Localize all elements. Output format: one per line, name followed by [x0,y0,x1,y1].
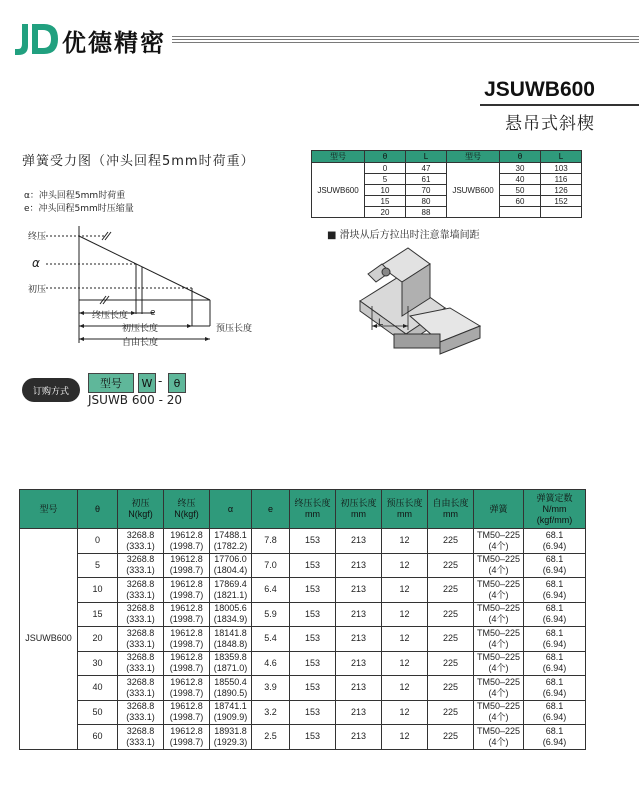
table-cell: 3.2 [252,700,290,725]
table-row [20,529,586,554]
table-cell: 68.1 (6.94) [524,651,586,676]
table-cell: 213 [336,578,382,603]
table-cell: 3268.8 (333.1) [118,725,164,750]
table-cell: 68.1 (6.94) [524,602,586,627]
table-cell: 3268.8 (333.1) [118,578,164,603]
theta-cell: 10 [365,185,406,196]
col-header: θ [365,151,406,163]
table-cell: 153 [290,676,336,701]
cam-mechanism-illustration [350,246,500,356]
table-cell: 30 [78,651,118,676]
table-cell: 2.5 [252,725,290,750]
table-row [20,725,586,750]
table-cell: 68.1 (6.94) [524,700,586,725]
table-cell: 68.1 (6.94) [524,725,586,750]
table-cell: 18550.4 (1890.5) [210,676,252,701]
table-cell: 18359.8 (1871.0) [210,651,252,676]
col-header: 型号 [447,151,500,163]
table-cell: 12 [382,553,428,578]
table-cell: 153 [290,602,336,627]
table-cell: 19612.8 (1998.7) [164,578,210,603]
table-cell: 153 [290,651,336,676]
theta-cell: 20 [365,207,406,218]
col-header: 自由长度 mm [428,490,474,529]
order-box-w: W [138,373,156,393]
table-cell: 225 [428,602,474,627]
title-underline [480,104,639,106]
table-row [20,553,586,578]
table-cell: 12 [382,651,428,676]
table-cell: 5 [78,553,118,578]
model-cell: JSUWB600 [20,529,78,750]
table-cell: 19612.8 (1998.7) [164,725,210,750]
table-cell: 3268.8 (333.1) [118,602,164,627]
table-cell: 12 [382,700,428,725]
table-cell: 7.0 [252,553,290,578]
order-dash: - [158,374,163,388]
table-cell: 12 [382,578,428,603]
table-row [20,602,586,627]
table-cell: 5.9 [252,602,290,627]
table-cell: 213 [336,700,382,725]
table-cell: TM50–225 (4个) [474,676,524,701]
table-cell: 153 [290,725,336,750]
l-cell: 103 [541,163,582,174]
label-final-length: 终压长度 [92,311,129,321]
table-cell: 19612.8 (1998.7) [164,676,210,701]
table-cell: 68.1 (6.94) [524,553,586,578]
table-cell: 153 [290,578,336,603]
table-cell: 15 [78,602,118,627]
table-cell: 19612.8 (1998.7) [164,529,210,554]
angle-table [311,150,582,218]
table-cell: 68.1 (6.94) [524,529,586,554]
spec-table-header [20,490,586,529]
header-rule [172,36,639,46]
l-cell: 80 [406,196,447,207]
theta-cell: 50 [500,185,541,196]
col-header: α [210,490,252,529]
table-cell: 17869.4 (1821.1) [210,578,252,603]
col-header: e [252,490,290,529]
clearance-note: ■ 滑块从后方拉出时注意靠墙间距 [327,230,480,241]
l-cell: 152 [541,196,582,207]
table-cell: TM50–225 (4个) [474,553,524,578]
table-cell: 68.1 (6.94) [524,578,586,603]
col-header: 预压长度 mm [382,490,428,529]
table-row [20,651,586,676]
theta-cell: 5 [365,174,406,185]
table-cell: 7.8 [252,529,290,554]
theta-cell: 30 [500,163,541,174]
table-cell: 18005.6 (1834.9) [210,602,252,627]
col-header: 终压长度 mm [290,490,336,529]
table-cell: 213 [336,651,382,676]
table-cell: 213 [336,725,382,750]
spring-force-diagram [24,218,294,358]
table-cell: 68.1 (6.94) [524,676,586,701]
table-cell: 3268.8 (333.1) [118,553,164,578]
table-cell: 60 [78,725,118,750]
table-cell: 153 [290,529,336,554]
table-cell: 225 [428,529,474,554]
table-cell: 153 [290,700,336,725]
col-header: 终压 N(kgf) [164,490,210,529]
table-cell: 225 [428,651,474,676]
theta-cell: 0 [365,163,406,174]
col-header: L [406,151,447,163]
model-cell: JSUWB600 [312,163,365,218]
col-header: 型号 [20,490,78,529]
table-cell: 19612.8 (1998.7) [164,651,210,676]
table-cell: 12 [382,627,428,652]
table-cell: 225 [428,578,474,603]
product-subtitle: 悬吊式斜楔 [505,114,595,134]
table-cell: 3.9 [252,676,290,701]
label-preload-length: 预压长度 [216,324,253,334]
l-cell: 116 [541,174,582,185]
table-cell: 3268.8 (333.1) [118,651,164,676]
table-cell: 153 [290,627,336,652]
table-cell: 68.1 (6.94) [524,627,586,652]
table-cell: 18741.1 (1909.9) [210,700,252,725]
table-cell: 17488.1 (1782.2) [210,529,252,554]
brand-name: 优德精密 [62,29,166,57]
legend-alpha: α：冲头回程5mm时荷重 [24,191,126,201]
table-row [20,700,586,725]
table-cell: TM50–225 (4个) [474,627,524,652]
table-cell: 213 [336,627,382,652]
table-cell: 225 [428,553,474,578]
col-header: θ [78,490,118,529]
legend-e: e：冲头回程5mm时压缩量 [24,204,134,214]
table-cell: 12 [382,676,428,701]
table-cell: 213 [336,529,382,554]
table-cell: 50 [78,700,118,725]
col-header: 初压长度 mm [336,490,382,529]
table-cell: 3268.8 (333.1) [118,676,164,701]
spec-table [19,489,586,750]
table-cell: 12 [382,529,428,554]
label-final-pressure: 终压 [28,232,47,242]
spring-chart-title: 弹簧受力图（冲头回程5mm时荷重） [22,154,255,169]
table-row [20,578,586,603]
label-initial-length: 初压长度 [122,324,159,334]
dimension-l-label: L [378,318,384,328]
table-row [20,676,586,701]
table-cell: TM50–225 (4个) [474,700,524,725]
table-cell: 213 [336,553,382,578]
table-cell: 225 [428,627,474,652]
table-cell: 20 [78,627,118,652]
table-cell: TM50–225 (4个) [474,578,524,603]
col-header: 弹簧 [474,490,524,529]
table-row [20,627,586,652]
table-cell: 4.6 [252,651,290,676]
l-cell [541,207,582,218]
order-example: JSUWB 600 - 20 [88,393,182,407]
table-cell: 12 [382,725,428,750]
label-free-length: 自由长度 [122,338,159,348]
col-header: L [541,151,582,163]
table-cell: 10 [78,578,118,603]
table-cell: TM50–225 (4个) [474,725,524,750]
table-cell: 3268.8 (333.1) [118,529,164,554]
table-cell: 153 [290,553,336,578]
table-cell: 18931.8 (1929.3) [210,725,252,750]
table-cell: TM50–225 (4个) [474,602,524,627]
table-cell: 19612.8 (1998.7) [164,553,210,578]
table-cell: 3268.8 (333.1) [118,700,164,725]
l-cell: 70 [406,185,447,196]
table-cell: 5.4 [252,627,290,652]
l-cell: 126 [541,185,582,196]
model-title: JSUWB600 [484,78,595,101]
table-cell: 3268.8 (333.1) [118,627,164,652]
table-cell: 19612.8 (1998.7) [164,602,210,627]
table-cell: TM50–225 (4个) [474,529,524,554]
order-box-theta: θ [168,373,186,393]
table-cell: 6.4 [252,578,290,603]
table-cell: 19612.8 (1998.7) [164,627,210,652]
table-cell: 213 [336,676,382,701]
table-cell: 0 [78,529,118,554]
col-header: 弹簧定数 N/mm (kgf/mm) [524,490,586,529]
table-row [312,163,582,174]
table-cell: 12 [382,602,428,627]
theta-cell: 60 [500,196,541,207]
col-header: θ [500,151,541,163]
l-cell: 88 [406,207,447,218]
table-cell: TM50–225 (4个) [474,651,524,676]
table-cell: 225 [428,725,474,750]
table-cell: 40 [78,676,118,701]
theta-cell: 15 [365,196,406,207]
label-alpha: α [32,256,40,270]
company-logo [14,22,60,56]
col-header: 型号 [312,151,365,163]
table-cell: 18141.8 (1848.8) [210,627,252,652]
order-method-badge: 订购方式 [22,378,80,402]
theta-cell: 40 [500,174,541,185]
model-cell: JSUWB600 [447,163,500,218]
table-cell: 225 [428,676,474,701]
order-box-model: 型号 [88,373,134,393]
l-cell: 47 [406,163,447,174]
table-cell: 213 [336,602,382,627]
table-cell: 19612.8 (1998.7) [164,700,210,725]
l-cell: 61 [406,174,447,185]
table-cell: 17706.0 (1804.4) [210,553,252,578]
angle-table-header [312,151,582,163]
theta-cell [500,207,541,218]
col-header: 初压 N(kgf) [118,490,164,529]
table-cell: 225 [428,700,474,725]
label-initial-pressure: 初压 [28,285,47,295]
label-e: e [150,308,156,318]
